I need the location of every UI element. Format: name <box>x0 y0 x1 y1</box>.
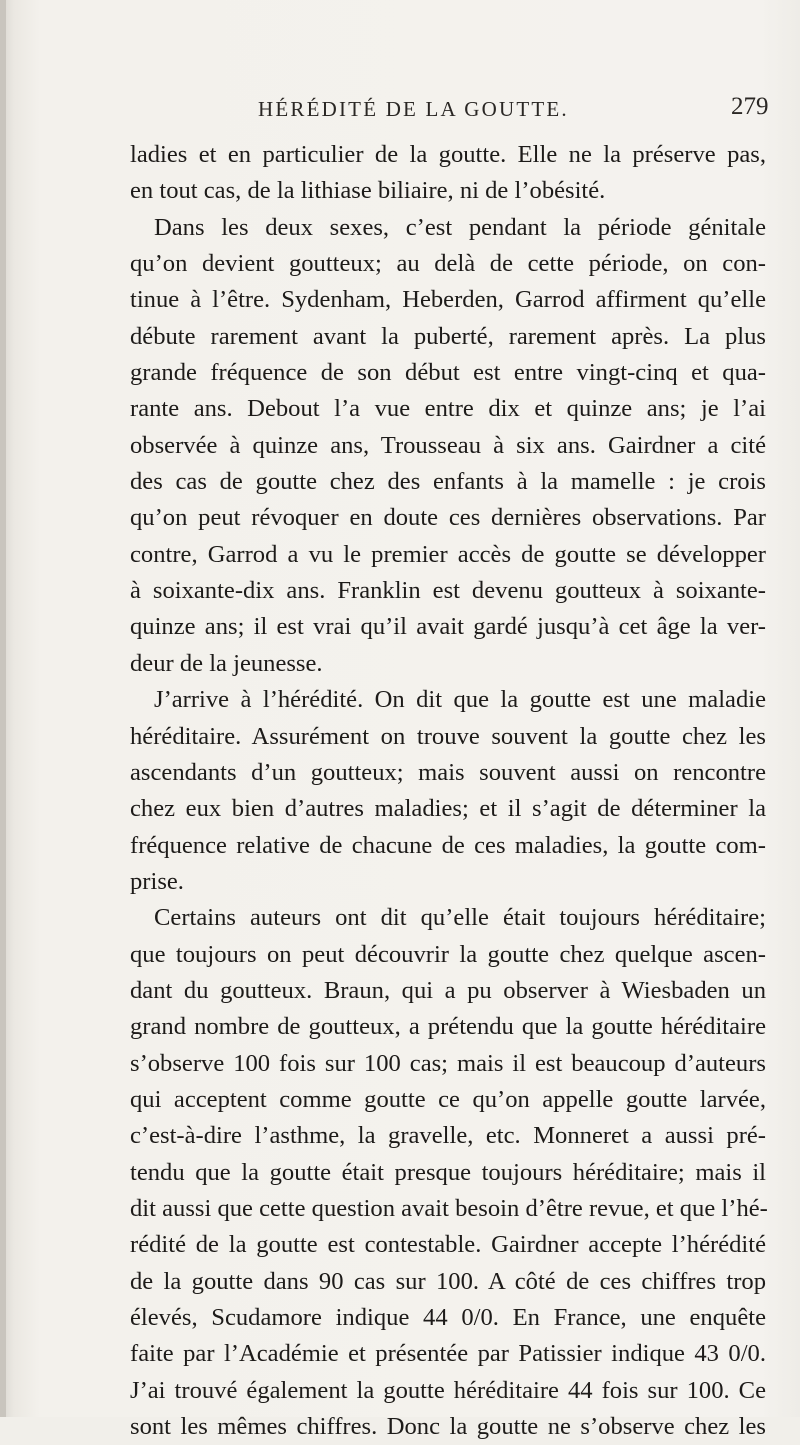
text-line: observée à quinze ans, Trousseau à six ans. Gairdner a cité <box>130 431 766 459</box>
text-line: qu’on devient goutteux; au delà de cette période, on con- <box>130 250 766 278</box>
text-line: qui acceptent comme goutte ce qu’on appelle goutte larvée, <box>130 1085 766 1113</box>
text-line: dant du goutteux. Braun, qui a pu observer à Wiesbaden un <box>130 976 766 1004</box>
body-text <box>130 137 766 1445</box>
text-line: tinue à l’être. Sydenham, Heberden, Garrod affirment qu’elle <box>130 286 766 314</box>
text-line: chez eux bien d’autres maladies; et il s’agit de déterminer la <box>130 795 766 823</box>
text-line: J’ai trouvé également la goutte héréditaire 44 fois sur 100. Ce <box>130 1376 766 1404</box>
text-line: élevés, Scudamore indique 44 0/0. En France, une enquête <box>130 1304 766 1331</box>
text-line: contre, Garrod a vu le premier accès de goutte se développer <box>130 540 766 568</box>
text-line: des cas de goutte chez des enfants à la mamelle : je crois <box>130 468 766 496</box>
text-line: grande fréquence de son début est entre vingt-cinq et qua- <box>130 359 766 387</box>
text-line: tendu que la goutte était presque toujours héréditaire; mais il <box>130 1158 766 1186</box>
running-head <box>0 93 800 127</box>
text-line: qu’on peut révoquer en doute ces dernières observations. Par <box>130 504 766 532</box>
text-line: que toujours on peut découvrir la goutte chez quelque ascen- <box>130 940 766 968</box>
text-line: ladies et en particulier de la goutte. Elle ne la préserve pas, <box>130 141 766 168</box>
text-line: rédité de la goutte est contestable. Gairdner accepte l’hérédité <box>130 1231 766 1259</box>
text-line: c’est-à-dire l’asthme, la gravelle, etc. Monneret a aussi pré- <box>130 1122 766 1150</box>
text-line: s’observe 100 fois sur 100 cas; mais il est beaucoup d’auteurs <box>130 1049 766 1077</box>
text-line: dit aussi que cette question avait besoin d’être revue, et que l’hé- <box>130 1194 768 1222</box>
text-line: deur de la jeunesse. <box>130 649 323 677</box>
text-line: à soixante-dix ans. Franklin est devenu goutteux à soixante- <box>130 577 766 605</box>
text-line: Dans les deux sexes, c’est pendant la période génitale <box>154 213 766 241</box>
text-line: sont les mêmes chiffres. Donc la goutte ne s’observe chez les <box>130 1413 766 1441</box>
text-line: de la goutte dans 90 cas sur 100. A côté de ces chiffres trop <box>130 1267 766 1295</box>
text-line: débute rarement avant la puberté, rarement après. La plus <box>130 322 766 350</box>
text-line: quinze ans; il est vrai qu’il avait gardé jusqu’à cet âge la ver- <box>130 613 766 641</box>
text-line: en tout cas, de la lithiase biliaire, ni de l’obésité. <box>130 177 606 205</box>
running-title: HÉRÉDITÉ DE LA GOUTTE. <box>258 97 569 121</box>
text-line: J’arrive à l’hérédité. On dit que la goutte est une maladie <box>154 686 766 714</box>
page-number: 279 <box>731 93 769 120</box>
text-line: prise. <box>130 867 184 895</box>
text-line: grand nombre de goutteux, a prétendu que la goutte héréditaire <box>130 1013 766 1041</box>
text-line: héréditaire. Assurément on trouve souvent la goutte chez les <box>130 722 766 750</box>
binding-shadow <box>0 0 6 1417</box>
text-line: ascendants d’un goutteux; mais souvent aussi on rencontre <box>130 758 766 786</box>
text-line: faite par l’Académie et présentée par Patissier indique 43 0/0. <box>130 1340 766 1368</box>
text-line: rante ans. Debout l’a vue entre dix et quinze ans; je l’ai <box>130 395 766 423</box>
text-line: fréquence relative de chacune de ces maladies, la goutte com- <box>130 831 766 859</box>
text-line: Certains auteurs ont dit qu’elle était toujours héréditaire; <box>154 904 766 932</box>
